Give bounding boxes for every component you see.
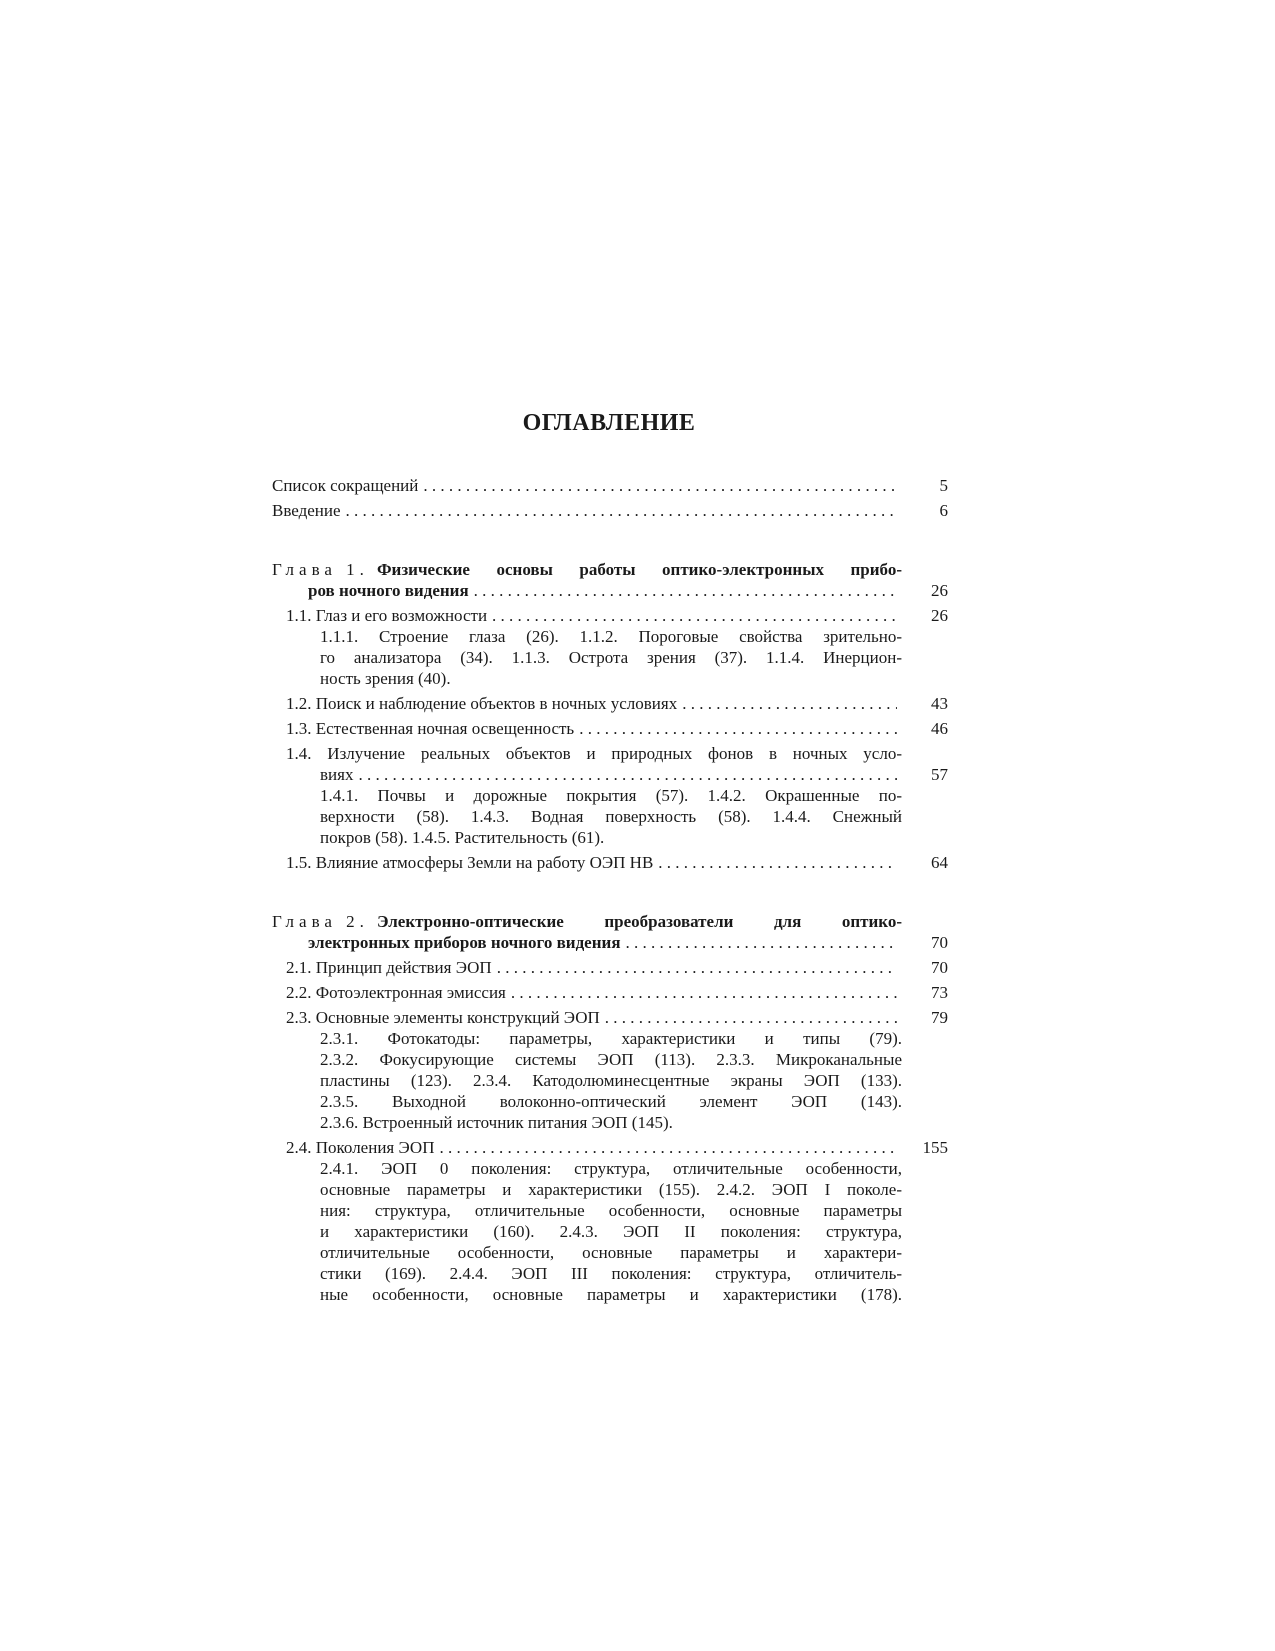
subsection-line: и характеристики (160). 2.4.3. ЭОП II поколения: структура, (320, 1222, 902, 1241)
page-number: 155 (922, 1138, 948, 1157)
page-number: 64 (931, 853, 948, 872)
toc-section-1-1[interactable] (286, 605, 948, 689)
table-of-contents (272, 475, 948, 1305)
toc-section-2-3[interactable] (286, 1007, 948, 1133)
toc-section-1-4[interactable] (286, 743, 948, 848)
leader-dots (682, 693, 897, 714)
chapter-label: Глава 2. (272, 912, 369, 931)
page-number: 46 (931, 719, 948, 738)
section-label: 1.1. Глаз и его возможности (286, 606, 488, 625)
leader-dots (346, 500, 897, 521)
subsection-line: верхности (58). 1.4.3. Водная поверхность (58). 1.4.4. Снежный (320, 807, 902, 826)
leader-dots (658, 852, 897, 873)
section-label: 1.3. Естественная ночная освещенность (286, 719, 575, 738)
subsection-line: пластины (123). 2.3.4. Катодолюминесцентные экраны ЭОП (133). (320, 1071, 902, 1090)
section-label: 1.5. Влияние атмосферы Земли на работу ОЭП НВ (286, 853, 654, 872)
toc-section-2-4[interactable] (286, 1137, 948, 1305)
leader-dots (511, 982, 897, 1003)
subsection-line: 1.4.1. Почвы и дорожные покрытия (57). 1.4.2. Окрашенные по- (320, 786, 902, 805)
leader-dots (439, 1137, 897, 1158)
subsections (320, 785, 902, 848)
page-title: ОГЛАВЛЕНИЕ (522, 410, 696, 436)
page-number: 5 (939, 476, 948, 495)
leader-dots (497, 957, 897, 978)
page-number: 79 (931, 1008, 948, 1027)
toc-section-2-1[interactable] (286, 957, 948, 978)
chapter-title-line2: ров ночного видения (308, 581, 469, 600)
toc-section-1-2[interactable] (286, 693, 948, 714)
section-label: 2.1. Принцип действия ЭОП (286, 958, 492, 977)
page-number: 6 (939, 501, 948, 520)
subsections (320, 626, 902, 689)
subsection-line: 1.1.1. Строение глаза (26). 1.1.2. Пороговые свойства зрительно- (320, 627, 902, 646)
toc-chapter-1[interactable] (272, 559, 948, 601)
page-number: 26 (931, 606, 948, 625)
section-label: 2.3. Основные элементы конструкций ЭОП (286, 1008, 600, 1027)
leader-dots (474, 580, 897, 601)
subsection-line: основные параметры и характеристики (155). 2.4.2. ЭОП I поколе- (320, 1180, 902, 1199)
subsection-line: 2.3.1. Фотокатоды: параметры, характеристики и типы (79). (320, 1029, 902, 1048)
page-number: 70 (931, 958, 948, 977)
leader-dots (358, 764, 897, 785)
subsection-line: 2.3.5. Выходной волоконно-оптический элемент ЭОП (143). (320, 1092, 902, 1111)
subsection-line: 2.3.6. Встроенный источник питания ЭОП (145). (320, 1113, 673, 1132)
toc-entry-introduction[interactable] (272, 500, 948, 521)
subsection-line: ния: структура, отличительные особенности, основные параметры (320, 1201, 902, 1220)
subsection-line: отличительные особенности, основные параметры и характери- (320, 1243, 902, 1262)
page-number: 26 (931, 581, 948, 600)
subsection-line: го анализатора (34). 1.1.3. Острота зрения (37). 1.1.4. Инерцион- (320, 648, 902, 667)
leader-dots (423, 475, 897, 496)
toc-section-1-3[interactable] (286, 718, 948, 739)
toc-entry-abbreviations[interactable] (272, 475, 948, 496)
page-number: 70 (931, 933, 948, 952)
page-number: 43 (931, 694, 948, 713)
page-number: 73 (931, 983, 948, 1002)
subsection-line: покров (58). 1.4.5. Растительность (61). (320, 828, 605, 847)
page-number: 57 (931, 765, 948, 784)
section-label: 1.4. Излучение реальных объектов и природных фонов в ночных усло- (286, 744, 902, 763)
toc-section-1-5[interactable] (286, 852, 948, 873)
chapter-title-line2: электронных приборов ночного видения (308, 933, 621, 952)
entry-label: Введение (272, 501, 341, 520)
subsection-line: стики (169). 2.4.4. ЭОП III поколения: структура, отличитель- (320, 1264, 902, 1283)
subsections (320, 1028, 902, 1133)
leader-dots (626, 932, 897, 953)
toc-section-2-2[interactable] (286, 982, 948, 1003)
leader-dots (492, 605, 897, 626)
toc-chapter-2[interactable] (272, 911, 948, 953)
section-label: 1.2. Поиск и наблюдение объектов в ночных условиях (286, 694, 678, 713)
section-label-cont: виях (320, 765, 354, 784)
section-label: 2.4. Поколения ЭОП (286, 1138, 435, 1157)
chapter-title-line1: Электронно-оптические преобразователи для оптико- (376, 912, 902, 931)
leader-dots (605, 1007, 897, 1028)
section-label: 2.2. Фотоэлектронная эмиссия (286, 983, 506, 1002)
subsection-line: 2.4.1. ЭОП 0 поколения: структура, отличительные особенности, (320, 1159, 902, 1178)
entry-label: Список сокращений (272, 476, 419, 495)
leader-dots (579, 718, 897, 739)
subsection-line: ность зрения (40). (320, 669, 451, 688)
subsection-line: 2.3.2. Фокусирующие системы ЭОП (113). 2.3.3. Микроканальные (320, 1050, 902, 1069)
subsection-line: ные особенности, основные параметры и характеристики (178). (320, 1285, 902, 1304)
chapter-title-line1: Физические основы работы оптико-электронных прибо- (376, 560, 902, 579)
chapter-label: Глава 1. (272, 560, 369, 579)
subsections (320, 1158, 902, 1305)
